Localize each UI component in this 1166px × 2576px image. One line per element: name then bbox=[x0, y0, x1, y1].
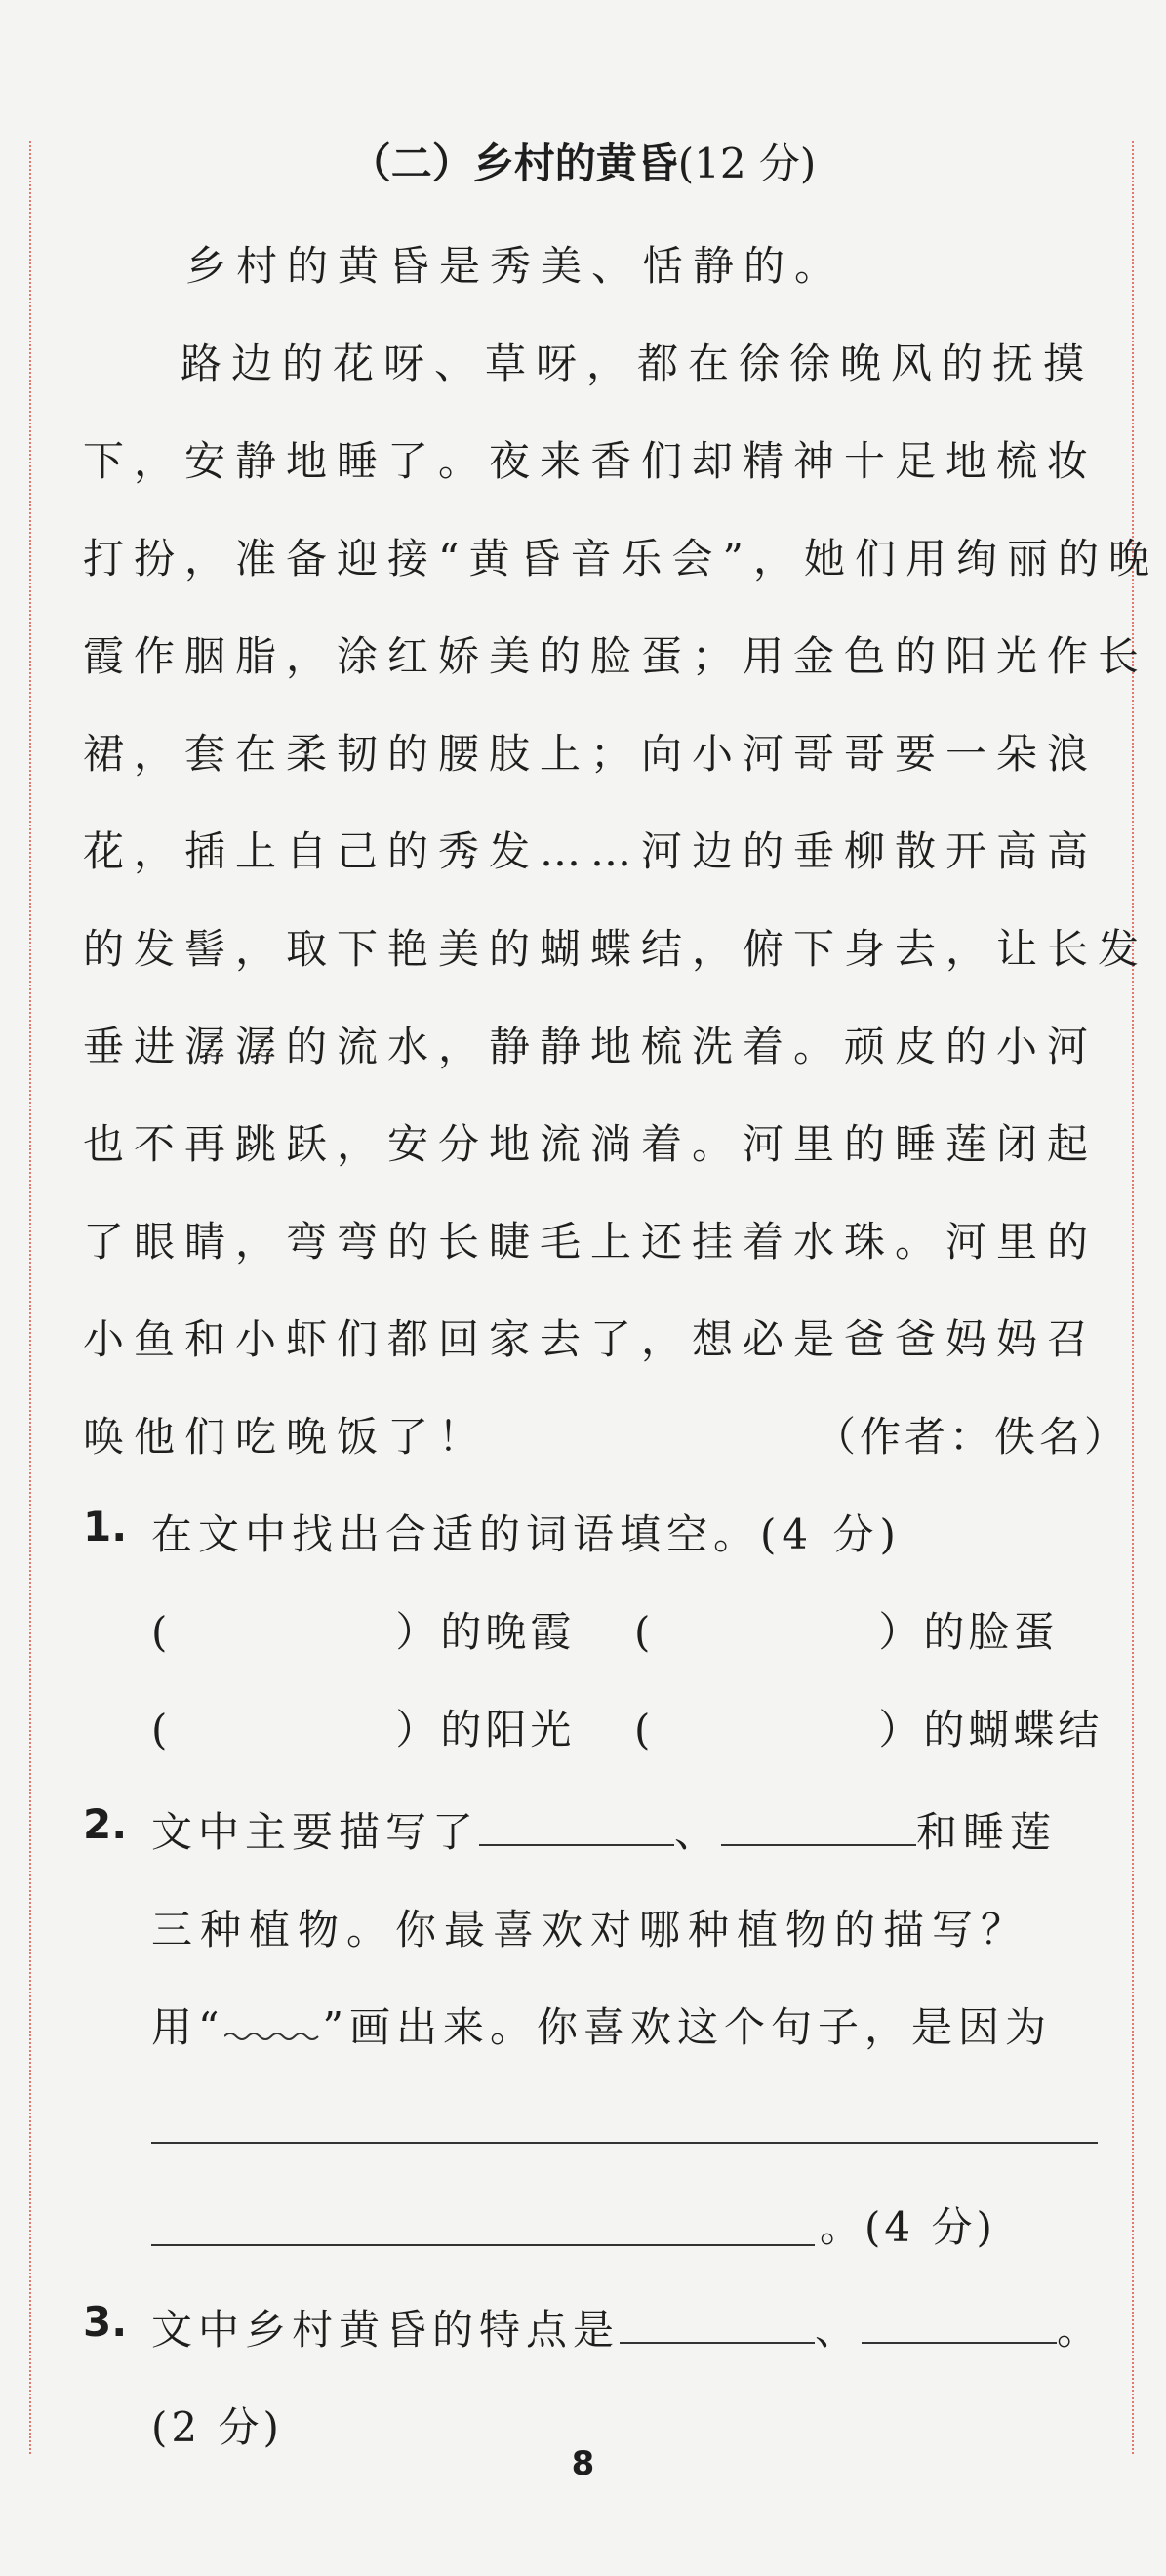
question-1-text: 在文中找出合适的词语填空。(4 分) bbox=[151, 1510, 902, 1558]
passage-line: 打扮，准备迎接“黄昏音乐会”，她们用绚丽的晚 bbox=[83, 535, 1159, 583]
q1-blank-3[interactable]: ( ）的阳光 bbox=[151, 1706, 576, 1753]
q2-answer-line-1[interactable] bbox=[151, 2142, 1098, 2144]
q2-blank-2[interactable] bbox=[721, 1805, 916, 1846]
question-3-number: 3. bbox=[83, 2298, 128, 2346]
q2-answer-line-2[interactable] bbox=[151, 2244, 815, 2246]
q1-blank-2[interactable]: ( ）的脸蛋 bbox=[634, 1608, 1059, 1656]
passage-line: 的发髻，取下艳美的蝴蝶结，俯下身去，让长发 bbox=[83, 925, 1149, 973]
question-2-line-2: 三种植物。你最喜欢对哪种植物的描写？ bbox=[151, 1906, 1030, 1953]
q3-blank-1[interactable] bbox=[620, 2303, 815, 2344]
question-2-line-3: 用“ ”画出来。你喜欢这个句子，是因为 bbox=[151, 2003, 1052, 2051]
question-3-line-1: 文中乡村黄昏的特点是 、 。 bbox=[151, 2298, 1104, 2356]
section-title: （二）乡村的黄昏(12 分) bbox=[349, 140, 817, 187]
passage-line: 路边的花呀、草呀，都在徐徐晚风的抚摸 bbox=[181, 340, 1095, 387]
passage-last-line: 唤他们吃晚饭了！ bbox=[83, 1413, 490, 1461]
passage-line: 花，插上自己的秀发……河边的垂柳散开高高 bbox=[83, 827, 1099, 875]
q3-score: (2 分) bbox=[151, 2403, 283, 2451]
page-number: 8 bbox=[571, 2444, 595, 2483]
passage-line: 裙，套在柔韧的腰肢上；向小河哥哥要一朵浪 bbox=[83, 730, 1099, 778]
q3-blank-2[interactable] bbox=[862, 2303, 1057, 2344]
q1-blank-1[interactable]: ( ）的晚霞 bbox=[151, 1608, 576, 1656]
question-2-line-1: 文中主要描写了 、 和睡莲 bbox=[151, 1800, 1057, 1859]
passage-line: 霞作胭脂，涂红娇美的脸蛋；用金色的阳光作长 bbox=[83, 632, 1149, 680]
passage-line: 也不再跳跃，安分地流淌着。河里的睡莲闭起 bbox=[83, 1120, 1099, 1168]
wavy-underline-mark bbox=[224, 2002, 322, 2041]
question-2-number: 2. bbox=[83, 1800, 128, 1848]
question-1-number: 1. bbox=[83, 1503, 128, 1550]
passage-line: 小鱼和小虾们都回家去了，想必是爸爸妈妈召 bbox=[83, 1315, 1099, 1363]
right-margin-line bbox=[1132, 141, 1134, 2454]
q2-blank-1[interactable] bbox=[479, 1805, 674, 1846]
left-margin-line bbox=[29, 141, 31, 2454]
passage-line: 下，安静地睡了。夜来香们却精神十足地梳妆 bbox=[83, 437, 1099, 485]
q2-score: 。(4 分) bbox=[820, 2203, 996, 2251]
passage-line: 了眼睛，弯弯的长睫毛上还挂着水珠。河里的 bbox=[83, 1218, 1099, 1266]
author-credit: （作者：佚名） bbox=[815, 1413, 1130, 1461]
passage-intro: 乡村的黄昏是秀美、恬静的。 bbox=[185, 242, 846, 290]
passage-line: 垂进潺潺的流水，静静地梳洗着。顽皮的小河 bbox=[83, 1023, 1099, 1070]
q1-blank-4[interactable]: ( ）的蝴蝶结 bbox=[634, 1706, 1104, 1753]
